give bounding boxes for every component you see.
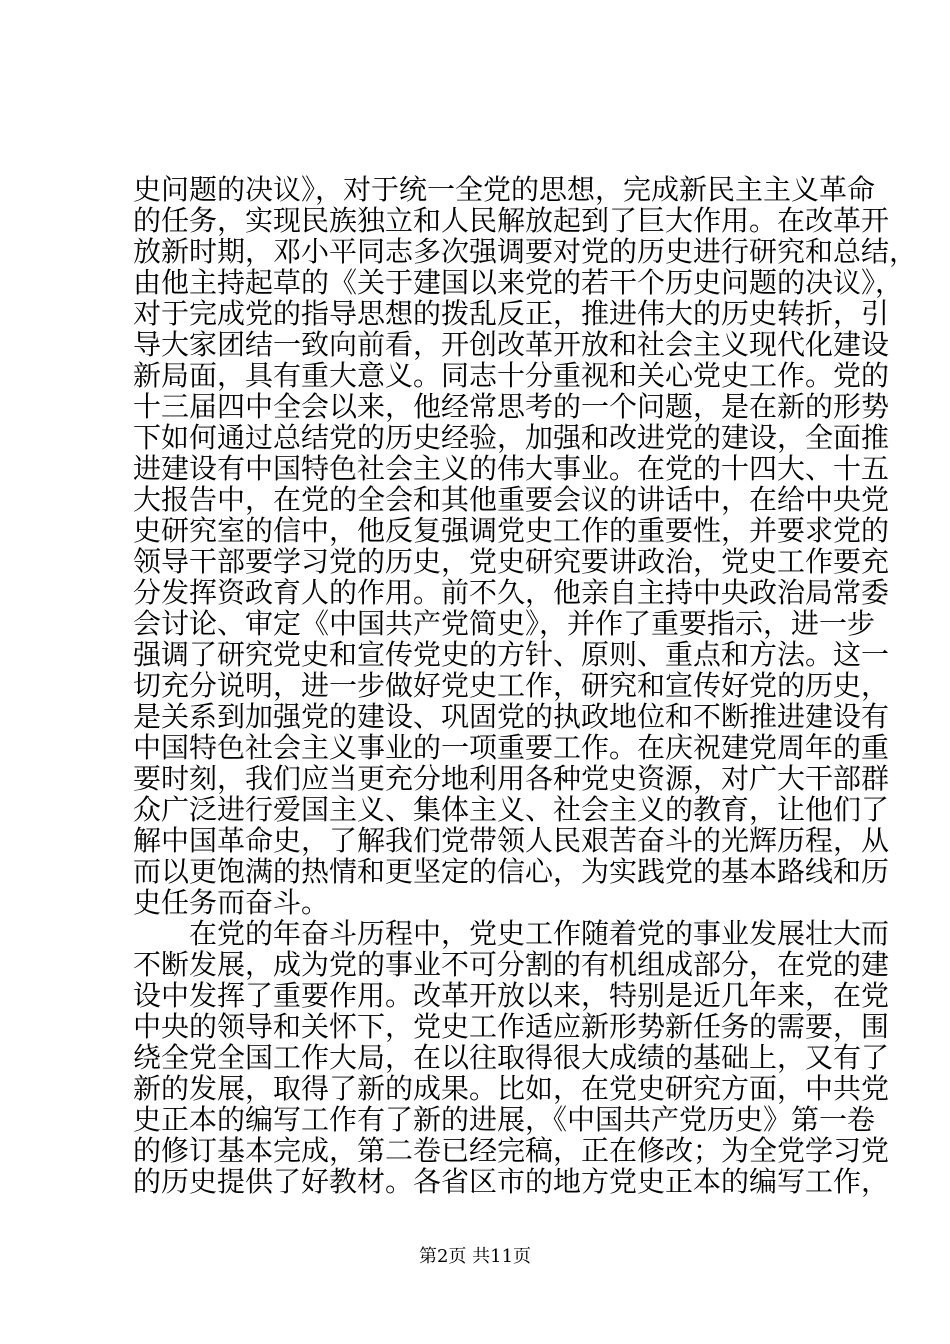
text-line: 十三届四中全会以来，他经常思考的一个问题，是在新的形势 [133, 390, 890, 423]
text-line: 中国特色社会主义事业的一项重要工作。在庆祝建党周年的重 [133, 731, 890, 764]
text-line: 强调了研究党史和宣传党史的方针、原则、重点和方法。这一 [133, 638, 890, 671]
text-line: 而以更饱满的热情和更坚定的信心，为实践党的基本路线和历 [133, 855, 890, 888]
text-line: 新局面，具有重大意义。同志十分重视和关心党史工作。党的 [133, 359, 890, 392]
text-line: 切充分说明，进一步做好党史工作，研究和宣传好党的历史， [133, 669, 890, 702]
text-line: 领导干部要学习党的历史，党史研究要讲政治，党史工作要充 [133, 545, 890, 578]
text-line: 是关系到加强党的建设、巩固党的执政地位和不断推进建设有 [133, 700, 890, 733]
text-line: 史问题的决议》，对于统一全党的思想，完成新民主主义革命 [133, 173, 876, 206]
text-line: 史正本的编写工作有了新的进展，《中国共产党历史》第一卷 [133, 1103, 876, 1136]
text-line: 放新时期，邓小平同志多次强调要对党的历史进行研究和总结， [133, 235, 918, 268]
text-line: 在党的年奋斗历程中，党史工作随着党的事业发展壮大而 [133, 917, 890, 950]
text-line: 众广泛进行爱国主义、集体主义、社会主义的教育，让他们了 [133, 793, 890, 826]
text-line: 的历史提供了好教材。各省区市的地方党史正本的编写工作， [133, 1165, 890, 1198]
text-line: 设中发挥了重要作用。改革开放以来，特别是近几年来，在党 [133, 979, 890, 1012]
paragraph-end-line: 史任务而奋斗。 [133, 886, 330, 919]
text-line: 的任务，实现民族独立和人民解放起到了巨大作用。在改革开 [133, 204, 890, 237]
text-line: 会讨论、审定《中国共产党简史》，并作了重要指示，进一步 [133, 607, 876, 640]
text-line: 新的发展，取得了新的成果。比如，在党史研究方面，中共党 [133, 1072, 890, 1105]
text-line: 的修订基本完成，第二卷已经完稿，正在修改；为全党学习党 [133, 1134, 890, 1167]
text-line: 绕全党全国工作大局，在以往取得很大成绩的基础上，又有了 [133, 1041, 890, 1074]
text-line: 不断发展，成为党的事业不可分割的有机组成部分，在党的建 [133, 948, 890, 981]
body-text [133, 173, 918, 1198]
text-line: 大报告中，在党的全会和其他重要会议的讲话中，在给中央党 [133, 483, 890, 516]
text-line: 进建设有中国特色社会主义的伟大事业。在党的十四大、十五 [133, 452, 890, 485]
text-line: 解中国革命史，了解我们党带领人民艰苦奋斗的光辉历程，从 [133, 824, 890, 857]
text-line: 中央的领导和关怀下，党史工作适应新形势新任务的需要，围 [133, 1010, 890, 1043]
text-line: 导大家团结一致向前看，开创改革开放和社会主义现代化建设 [133, 328, 890, 361]
text-line: 对于完成党的指导思想的拨乱反正，推进伟大的历史转折，引 [133, 297, 890, 330]
page-number-footer: 第2页 共11页 [418, 1246, 532, 1267]
text-line: 要时刻，我们应当更充分地利用各种党史资源，对广大干部群 [133, 762, 890, 795]
text-line: 分发挥资政育人的作用。前不久，他亲自主持中央政治局常委 [133, 576, 890, 609]
text-line: 由他主持起草的《关于建国以来党的若干个历史问题的决议》， [133, 266, 904, 299]
text-line: 下如何通过总结党的历史经验，加强和改进党的建设，全面推 [133, 421, 890, 454]
text-line: 史研究室的信中，他反复强调党史工作的重要性，并要求党的 [133, 514, 890, 547]
